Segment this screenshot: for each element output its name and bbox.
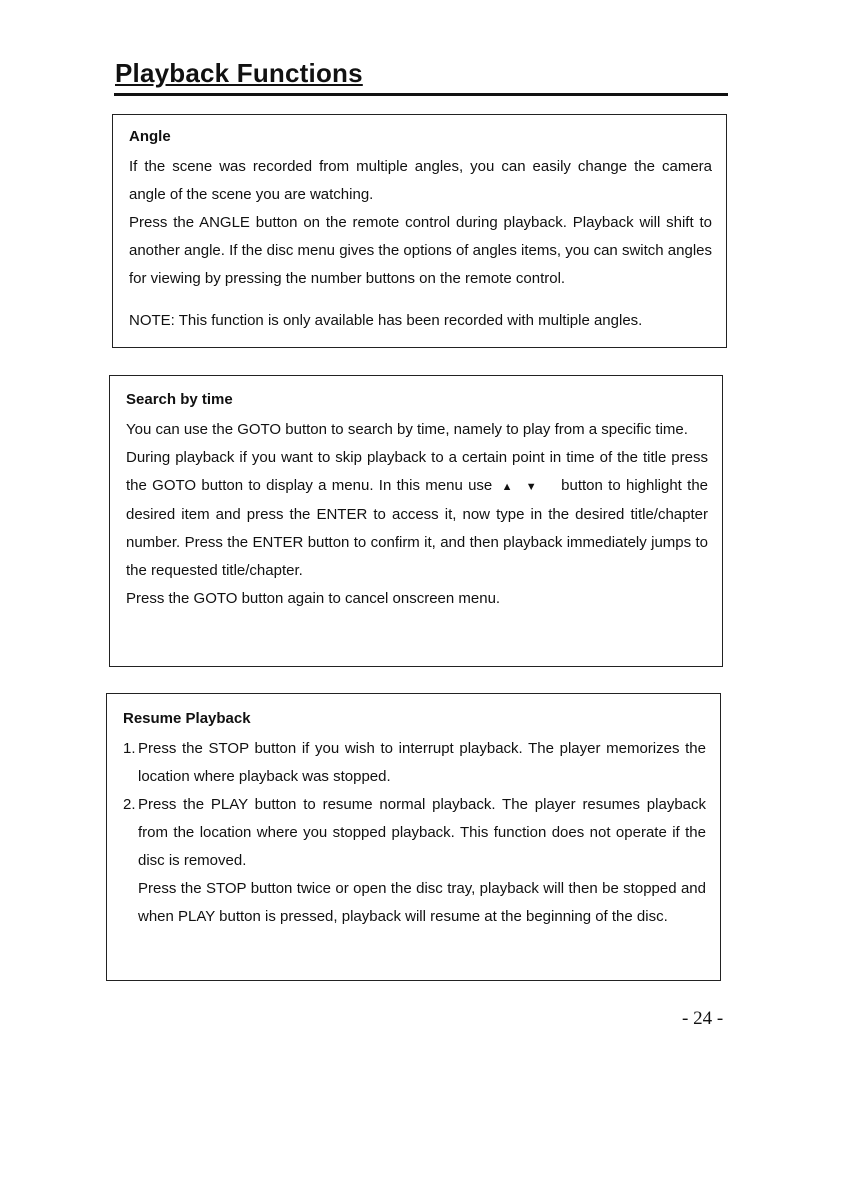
list-item — [123, 791, 706, 931]
search-heading: Search by time — [126, 391, 233, 408]
angle-paragraph-2: Press the ANGLE button on the remote control during playback. Playback will shift to another angle. If the disc menu gives the options of angles items, you can switch angles for viewing by pressing the number buttons on the remote control. — [129, 213, 712, 287]
search-paragraph-1: You can use the GOTO button to search by time, namely to play from a specific time. — [126, 420, 688, 438]
resume-playback-section — [106, 693, 721, 981]
search-paragraph-2-end: button to highlight the desired item and press the ENTER to access it, now type in the desired title/chapter number. Press the ENTER button to confirm it, and then playback immediately jumps to the requested title/chapter. — [126, 476, 709, 579]
resume-heading: Resume Playback — [123, 710, 251, 727]
search-paragraph-3: Press the GOTO button again to cancel onscreen menu. — [126, 589, 501, 607]
list-item-text: Press the PLAY button to resume normal playback. The player resumes playback from the location where you stopped playback. This function does not operate if the disc is removed. — [138, 795, 706, 869]
list-item-text: Press the STOP button if you wish to interrupt playback. The player memorizes the location where playback was stopped. — [138, 739, 706, 785]
list-item — [123, 735, 706, 791]
list-item-extra-text: Press the STOP button twice or open the disc tray, playback will then be stopped and when PLAY button is pressed, playback will resume at the beginning of the disc. — [138, 879, 706, 925]
search-paragraph-2 — [126, 444, 708, 585]
list-item-number: 1. — [123, 739, 136, 757]
resume-steps-list — [123, 735, 706, 931]
page-title: Playback Functions — [115, 58, 363, 88]
angle-section — [112, 114, 727, 348]
angle-paragraph-1: If the scene was recorded from multiple angles, you can easily change the camera angle of the scene you are watching. — [129, 157, 712, 203]
list-item-number: 2. — [123, 795, 136, 813]
search-by-time-section — [109, 375, 723, 667]
up-down-arrows-icon: ▲ ▼ — [501, 480, 542, 493]
angle-note: NOTE: This function is only available has been recorded with multiple angles. — [129, 311, 643, 329]
page-number: - 24 - — [682, 1008, 724, 1029]
angle-heading: Angle — [129, 128, 171, 145]
search-paragraph-2-start: During playback if you want to skip playback to a certain point in time of the title press the GOTO button to display a menu. In this menu use — [126, 448, 708, 494]
title-underline-rule — [114, 93, 728, 96]
